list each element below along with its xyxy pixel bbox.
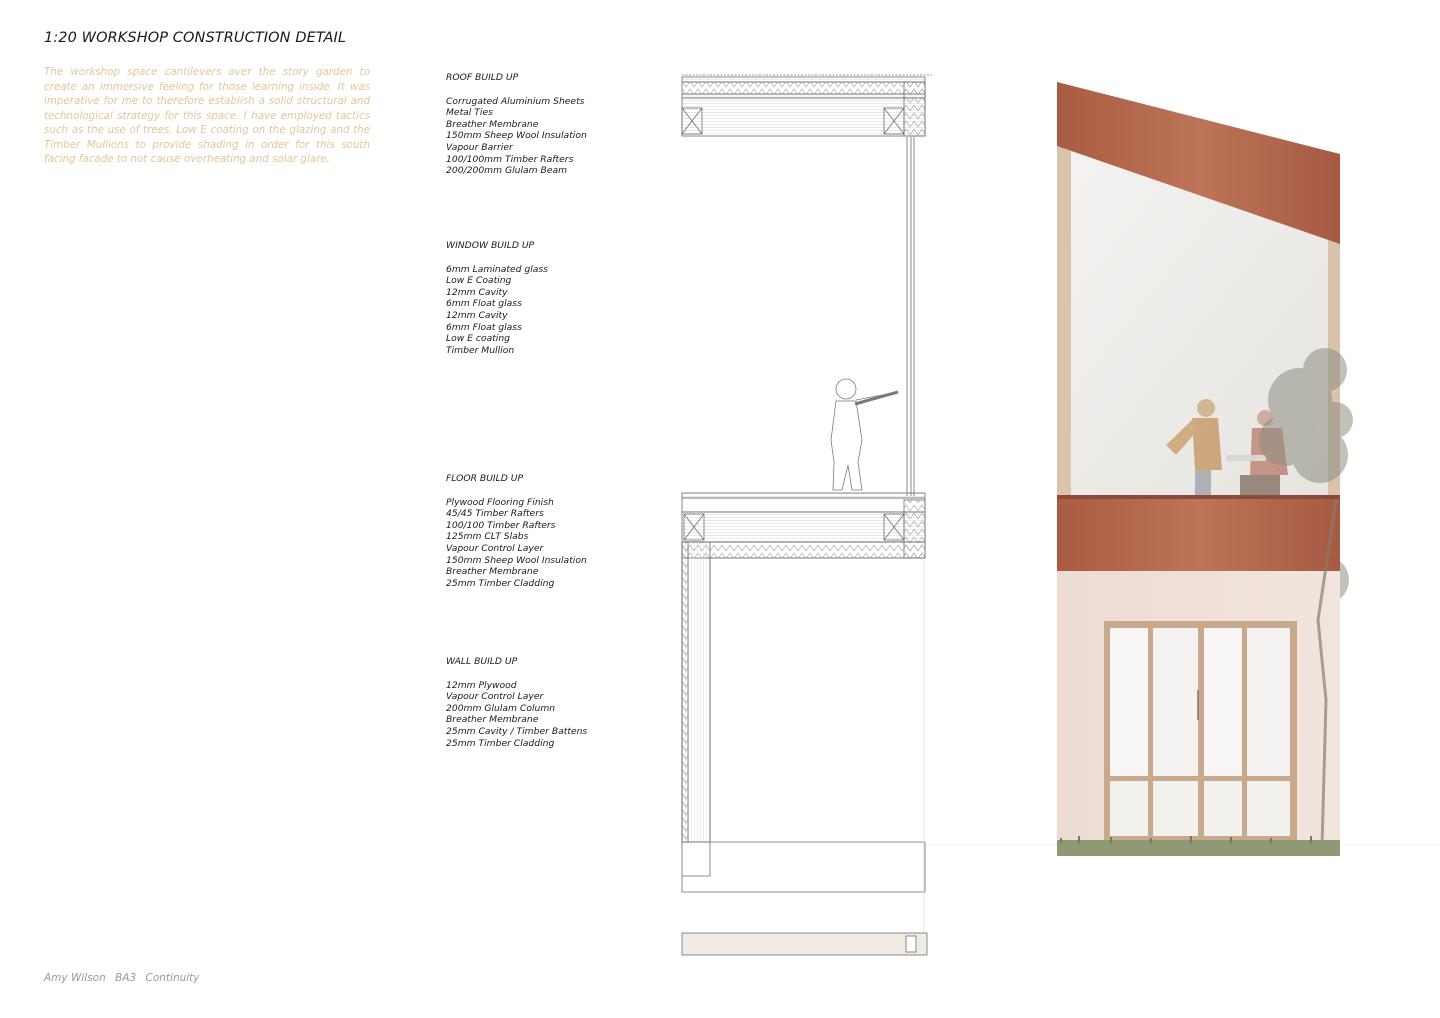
elevation-render: [1057, 82, 1353, 856]
footer-project: Continuity: [145, 972, 200, 984]
floor-cladding-band: [1057, 495, 1340, 571]
spec-item: 45/45 Timber Rafters: [446, 508, 544, 520]
spec-item: Breather Membrane: [446, 714, 539, 726]
spec-item: 6mm Float glass: [446, 321, 522, 333]
spec-item: 200/200mm Glulam Beam: [446, 165, 568, 177]
spec-item: 12mm Cavity: [446, 286, 508, 298]
spec-item: 125mm CLT Slabs: [446, 531, 529, 543]
spec-item: 100/100 Timber Rafters: [446, 519, 556, 531]
spec-item: Vapour Control Layer: [446, 542, 544, 554]
spec-item: Breather Membrane: [446, 118, 539, 130]
spec-item: 25mm Timber Cladding: [446, 737, 555, 749]
spec-item: 100/100mm Timber Rafters: [446, 153, 574, 165]
spec-item: Timber Mullion: [446, 344, 515, 356]
spec-item: Metal Ties: [446, 107, 493, 119]
intro-paragraph: The workshop space cantilevers over the story garden to create an immersive feeling for those learning inside. It was imperative for me to therefore establish a solid structural and technological strategy for this space. I have employed tactics such as the use of trees, Low E coating on the glazing and the Timber Mullions to provide shading in order for this south facing facade to not cause overheating and solar glare.: [44, 66, 370, 165]
footer-credit: [44, 972, 206, 984]
spec-item: Low E coating: [446, 333, 511, 345]
spec-item: 150mm Sheep Wool Insulation: [446, 554, 587, 566]
page-title: 1:20 WORKSHOP CONSTRUCTION DETAIL: [44, 30, 347, 46]
spec-item: Low E Coating: [446, 275, 512, 287]
spec-item: Vapour Barrier: [446, 141, 513, 153]
spec-item: Corrugated Aluminium Sheets: [446, 95, 585, 107]
timber-mullion-left: [1057, 145, 1071, 500]
spec-item: 12mm Plywood: [446, 679, 517, 691]
spec-item: 200mm Glulam Column: [446, 702, 556, 714]
footer-author: Amy Wilson: [44, 972, 106, 984]
spec-item: 6mm Laminated glass: [446, 263, 548, 275]
grass-strip: [1057, 840, 1340, 856]
spec-item: 150mm Sheep Wool Insulation: [446, 130, 587, 142]
spec-floor-heading: FLOOR BUILD UP: [446, 473, 524, 484]
spec-item: 12mm Cavity: [446, 309, 508, 321]
spec-wall-heading: WALL BUILD UP: [446, 656, 518, 667]
window-section: [907, 137, 914, 496]
spec-item: 25mm Timber Cladding: [446, 577, 555, 589]
spec-window-heading: WINDOW BUILD UP: [446, 240, 535, 251]
spec-item: Plywood Flooring Finish: [446, 496, 554, 508]
footer-course: BA3: [115, 972, 137, 984]
spec-item: Vapour Control Layer: [446, 691, 544, 703]
spec-item: Breather Membrane: [446, 566, 539, 578]
wall-section: [682, 542, 927, 955]
spec-item: 6mm Float glass: [446, 298, 522, 310]
spec-item: 25mm Cavity / Timber Battens: [446, 725, 588, 737]
floor-section: [682, 493, 925, 558]
french-doors: [1104, 621, 1297, 841]
roof-section: [682, 75, 932, 136]
spec-roof-heading: ROOF BUILD UP: [446, 72, 519, 83]
child-figure: [831, 379, 898, 490]
